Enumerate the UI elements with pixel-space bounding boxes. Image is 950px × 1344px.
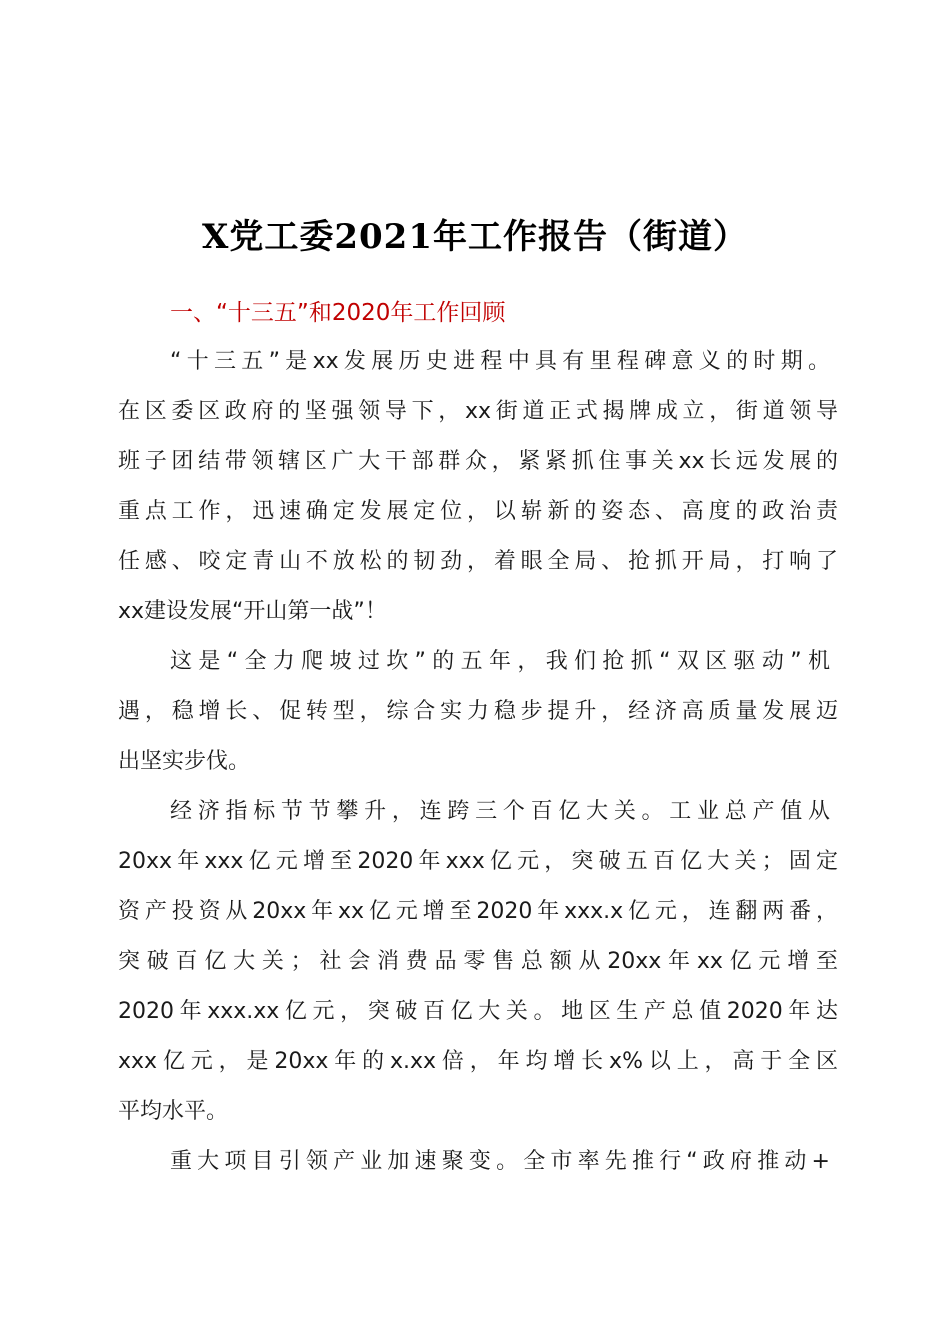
paragraph-2-line-3: 出坚实步伐。 (118, 749, 251, 774)
paragraph-3-line-6: xxx亿元，是20xx年的x.xx倍，年均增长x%以上，高于全区 (118, 1049, 838, 1074)
paragraph-1-line-5: 任感、咬定青山不放松的韧劲，着眼全局、抢抓开局，打响了 (118, 549, 838, 574)
paragraph-1-line-1: “十三五”是xx发展历史进程中具有里程碑意义的时期。 (170, 349, 830, 374)
paragraph-1-line-2: 在区委区政府的坚强领导下，xx街道正式揭牌成立，街道领导 (118, 399, 838, 424)
section-heading: 一、“十三五”和2020年工作回顾 (170, 300, 506, 326)
paragraph-3-line-5: 2020年xxx.xx亿元，突破百亿大关。地区生产总值2020年达 (118, 999, 838, 1024)
paragraph-3-line-1: 经济指标节节攀升，连跨三个百亿大关。工业总产值从 (170, 799, 830, 824)
paragraph-1-line-4: 重点工作，迅速确定发展定位，以崭新的姿态、高度的政治责 (118, 499, 838, 524)
paragraph-1-line-3: 班子团结带领辖区广大干部群众，紧紧抓住事关xx长远发展的 (118, 449, 838, 474)
document-title: X党工委2021年工作报告（街道） (201, 217, 748, 257)
paragraph-3-line-3: 资产投资从20xx年xx亿元增至2020年xxx.x亿元，连翻两番， (118, 899, 838, 924)
paragraph-2-line-1: 这是“全力爬坡过坎”的五年，我们抢抓“双区驱动”机 (170, 649, 830, 674)
paragraph-1-line-6: xx建设发展“开山第一战”！ (118, 599, 387, 624)
paragraph-4-line-1: 重大项目引领产业加速聚变。全市率先推行“政府推动+ (170, 1149, 830, 1174)
paragraph-3-line-7: 平均水平。 (118, 1099, 229, 1124)
paragraph-3-line-2: 20xx年xxx亿元增至2020年xxx亿元，突破五百亿大关；固定 (118, 849, 838, 874)
paragraph-2-line-2: 遇，稳增长、促转型，综合实力稳步提升，经济高质量发展迈 (118, 699, 838, 724)
paragraph-3-line-4: 突破百亿大关；社会消费品零售总额从20xx年xx亿元增至 (118, 949, 838, 974)
